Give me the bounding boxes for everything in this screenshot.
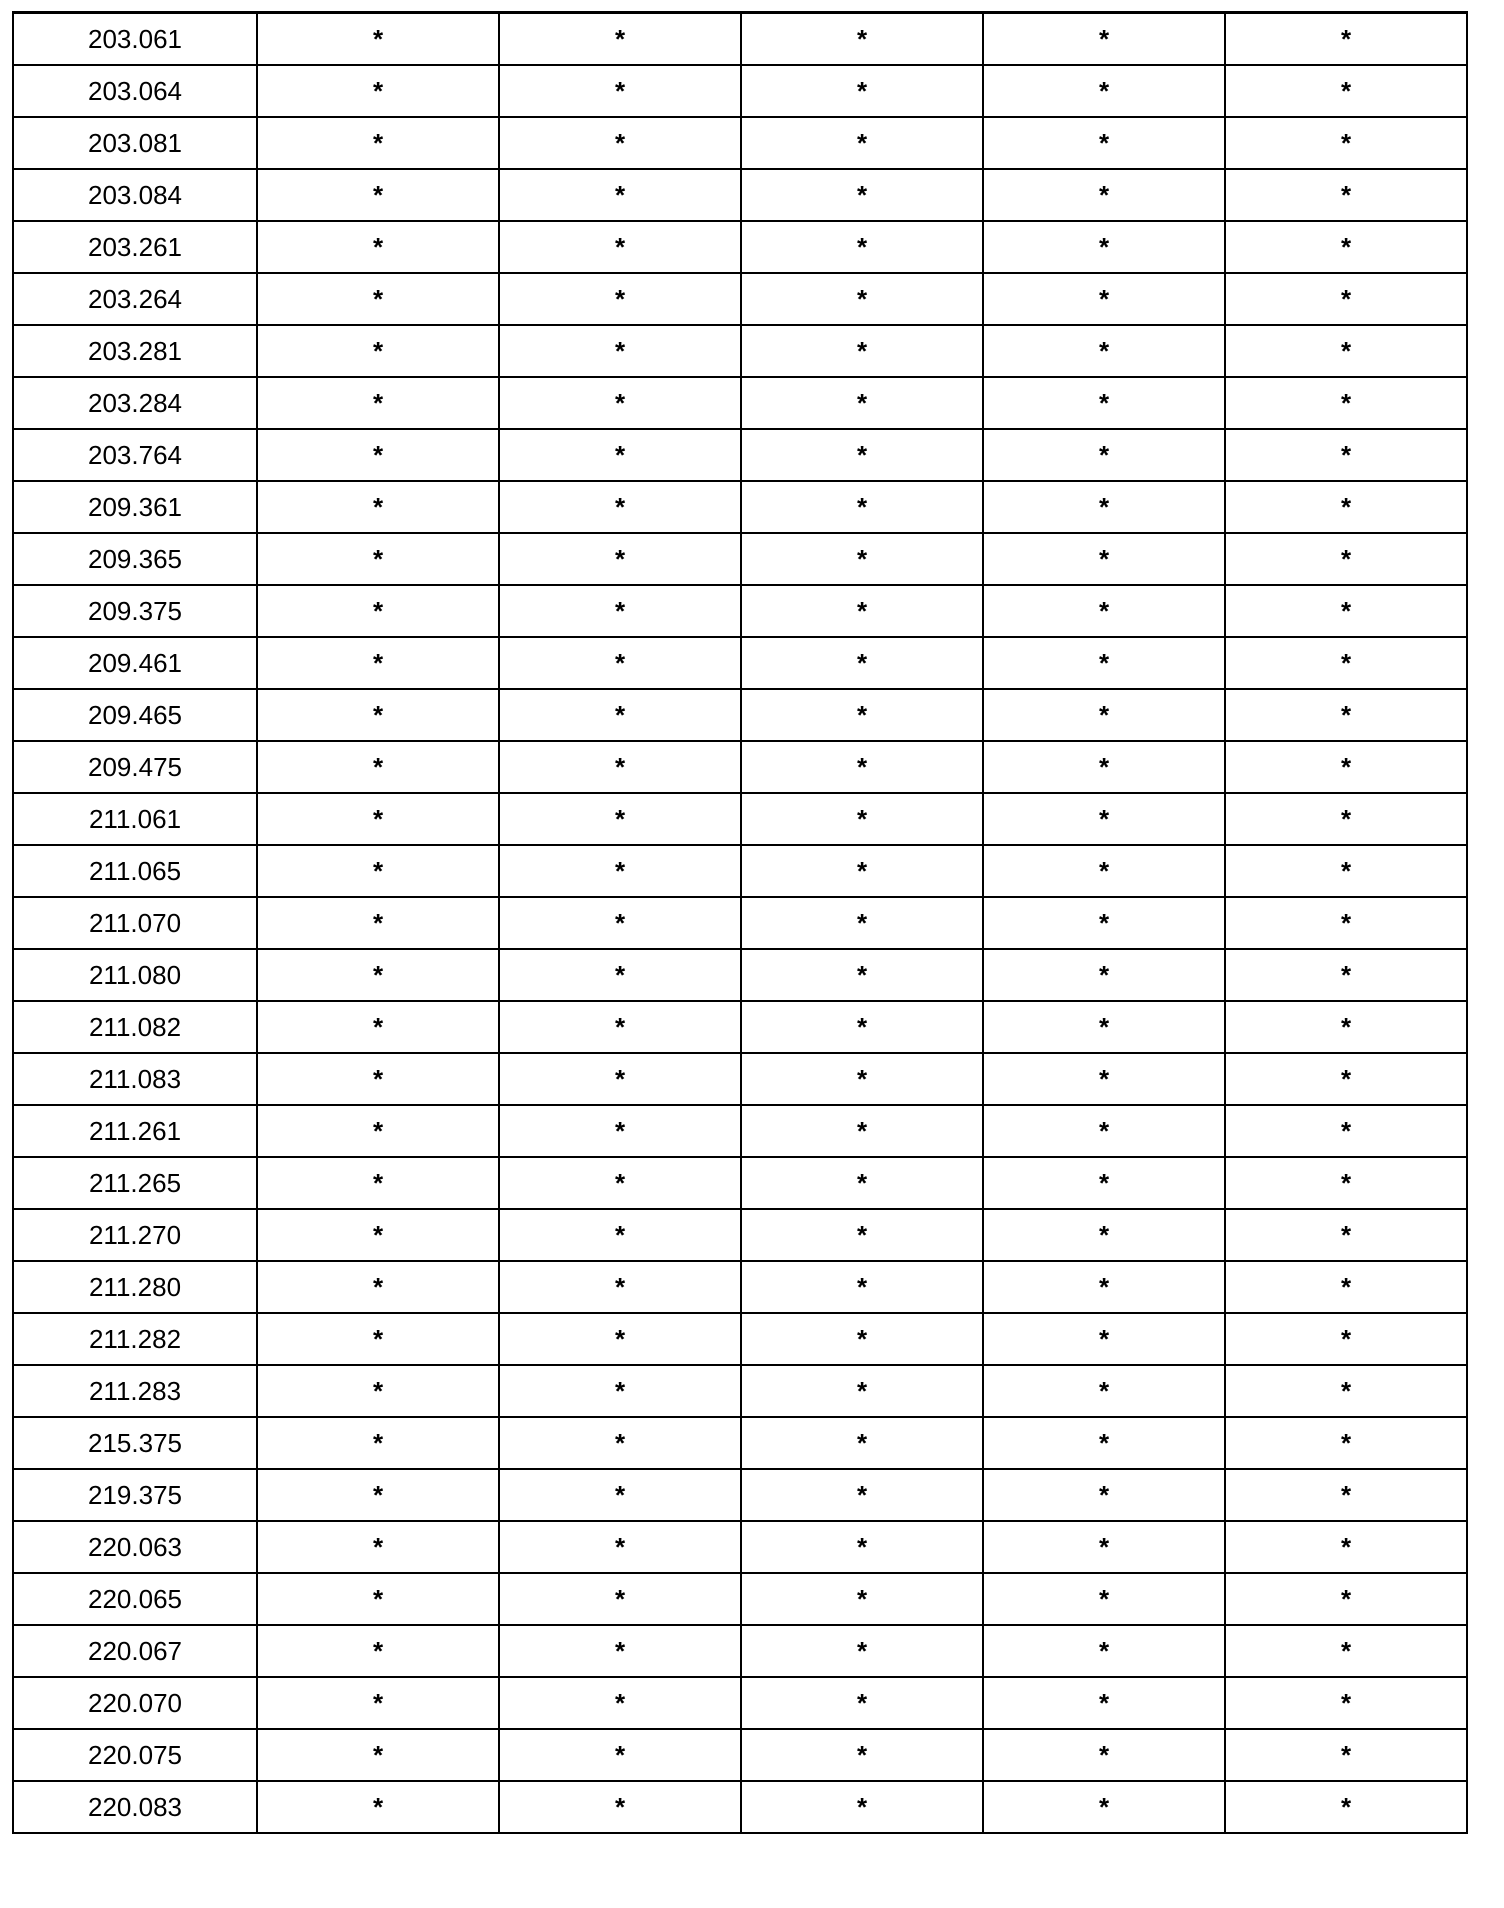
asterisk-cell: * (1225, 1157, 1467, 1209)
asterisk-cell: * (499, 793, 741, 845)
asterisk-cell: * (1225, 13, 1467, 66)
asterisk-cell: * (983, 221, 1225, 273)
asterisk-cell: * (499, 1261, 741, 1313)
row-id-cell: 203.284 (13, 377, 257, 429)
asterisk-cell: * (741, 377, 983, 429)
asterisk-cell: * (1225, 1053, 1467, 1105)
asterisk-cell: * (499, 1209, 741, 1261)
asterisk-cell: * (499, 1625, 741, 1677)
asterisk-cell: * (741, 1261, 983, 1313)
asterisk-cell: * (983, 949, 1225, 1001)
asterisk-cell: * (1225, 1781, 1467, 1833)
table-row (13, 1105, 1467, 1157)
asterisk-cell: * (1225, 1365, 1467, 1417)
row-id-cell: 211.082 (13, 1001, 257, 1053)
asterisk-cell: * (1225, 481, 1467, 533)
asterisk-cell: * (983, 1469, 1225, 1521)
asterisk-cell: * (257, 325, 499, 377)
asterisk-cell: * (741, 1729, 983, 1781)
asterisk-cell: * (1225, 65, 1467, 117)
asterisk-cell: * (499, 1365, 741, 1417)
asterisk-cell: * (257, 1105, 499, 1157)
asterisk-cell: * (1225, 533, 1467, 585)
row-id-cell: 209.465 (13, 689, 257, 741)
data-table (12, 11, 1468, 1834)
row-id-cell: 220.075 (13, 1729, 257, 1781)
asterisk-cell: * (257, 1729, 499, 1781)
asterisk-cell: * (499, 1105, 741, 1157)
row-id-cell: 203.281 (13, 325, 257, 377)
asterisk-cell: * (1225, 1469, 1467, 1521)
asterisk-cell: * (257, 689, 499, 741)
asterisk-cell: * (257, 1313, 499, 1365)
asterisk-cell: * (499, 1573, 741, 1625)
table-row (13, 221, 1467, 273)
asterisk-cell: * (1225, 1001, 1467, 1053)
asterisk-cell: * (1225, 273, 1467, 325)
row-id-cell: 211.080 (13, 949, 257, 1001)
asterisk-cell: * (741, 1105, 983, 1157)
asterisk-cell: * (741, 1521, 983, 1573)
asterisk-cell: * (257, 533, 499, 585)
table-row (13, 1365, 1467, 1417)
asterisk-cell: * (499, 637, 741, 689)
asterisk-cell: * (499, 481, 741, 533)
asterisk-cell: * (983, 533, 1225, 585)
asterisk-cell: * (741, 117, 983, 169)
asterisk-cell: * (741, 1001, 983, 1053)
row-id-cell: 203.764 (13, 429, 257, 481)
table-body (13, 13, 1467, 1834)
asterisk-cell: * (741, 1573, 983, 1625)
table-row (13, 1313, 1467, 1365)
row-id-cell: 209.361 (13, 481, 257, 533)
table-row (13, 481, 1467, 533)
row-id-cell: 211.065 (13, 845, 257, 897)
asterisk-cell: * (257, 897, 499, 949)
asterisk-cell: * (257, 1261, 499, 1313)
row-id-cell: 211.283 (13, 1365, 257, 1417)
asterisk-cell: * (499, 1053, 741, 1105)
asterisk-cell: * (741, 1053, 983, 1105)
row-id-cell: 203.264 (13, 273, 257, 325)
asterisk-cell: * (983, 741, 1225, 793)
asterisk-cell: * (257, 1157, 499, 1209)
asterisk-cell: * (741, 1677, 983, 1729)
asterisk-cell: * (1225, 1313, 1467, 1365)
asterisk-cell: * (499, 1469, 741, 1521)
table-row (13, 1729, 1467, 1781)
table-row (13, 689, 1467, 741)
row-id-cell: 209.461 (13, 637, 257, 689)
asterisk-cell: * (257, 845, 499, 897)
asterisk-cell: * (1225, 1209, 1467, 1261)
row-id-cell: 220.063 (13, 1521, 257, 1573)
table-row (13, 1261, 1467, 1313)
asterisk-cell: * (257, 1573, 499, 1625)
asterisk-cell: * (983, 325, 1225, 377)
table-row (13, 793, 1467, 845)
table-row (13, 1469, 1467, 1521)
table-row (13, 1781, 1467, 1833)
asterisk-cell: * (1225, 1417, 1467, 1469)
asterisk-cell: * (1225, 1521, 1467, 1573)
row-id-cell: 211.070 (13, 897, 257, 949)
asterisk-cell: * (1225, 117, 1467, 169)
asterisk-cell: * (499, 1729, 741, 1781)
table-row (13, 325, 1467, 377)
asterisk-cell: * (741, 1209, 983, 1261)
row-id-cell: 203.064 (13, 65, 257, 117)
row-id-cell: 211.083 (13, 1053, 257, 1105)
asterisk-cell: * (983, 1521, 1225, 1573)
asterisk-cell: * (983, 1053, 1225, 1105)
asterisk-cell: * (741, 429, 983, 481)
asterisk-cell: * (1225, 1625, 1467, 1677)
asterisk-cell: * (257, 1469, 499, 1521)
asterisk-cell: * (983, 1105, 1225, 1157)
table-row (13, 1157, 1467, 1209)
asterisk-cell: * (1225, 1729, 1467, 1781)
row-id-cell: 209.375 (13, 585, 257, 637)
table-row (13, 1053, 1467, 1105)
asterisk-cell: * (741, 1365, 983, 1417)
asterisk-cell: * (983, 117, 1225, 169)
data-table-container (12, 11, 1466, 1834)
row-id-cell: 211.261 (13, 1105, 257, 1157)
asterisk-cell: * (257, 637, 499, 689)
table-row (13, 1625, 1467, 1677)
table-row (13, 13, 1467, 66)
asterisk-cell: * (1225, 689, 1467, 741)
table-row (13, 897, 1467, 949)
row-id-cell: 203.061 (13, 13, 257, 66)
asterisk-cell: * (499, 585, 741, 637)
table-row (13, 949, 1467, 1001)
asterisk-cell: * (983, 1365, 1225, 1417)
asterisk-cell: * (257, 741, 499, 793)
asterisk-cell: * (741, 221, 983, 273)
asterisk-cell: * (1225, 325, 1467, 377)
asterisk-cell: * (741, 273, 983, 325)
asterisk-cell: * (983, 377, 1225, 429)
asterisk-cell: * (741, 793, 983, 845)
asterisk-cell: * (1225, 1261, 1467, 1313)
asterisk-cell: * (257, 65, 499, 117)
asterisk-cell: * (499, 325, 741, 377)
asterisk-cell: * (741, 1313, 983, 1365)
asterisk-cell: * (1225, 897, 1467, 949)
asterisk-cell: * (499, 1677, 741, 1729)
table-row (13, 273, 1467, 325)
asterisk-cell: * (257, 1625, 499, 1677)
asterisk-cell: * (1225, 741, 1467, 793)
row-id-cell: 211.280 (13, 1261, 257, 1313)
row-id-cell: 203.261 (13, 221, 257, 273)
asterisk-cell: * (983, 1157, 1225, 1209)
asterisk-cell: * (1225, 1573, 1467, 1625)
table-row (13, 429, 1467, 481)
asterisk-cell: * (983, 1573, 1225, 1625)
asterisk-cell: * (257, 273, 499, 325)
table-row (13, 1677, 1467, 1729)
asterisk-cell: * (499, 1521, 741, 1573)
asterisk-cell: * (499, 169, 741, 221)
table-row (13, 1417, 1467, 1469)
asterisk-cell: * (983, 65, 1225, 117)
asterisk-cell: * (257, 1417, 499, 1469)
asterisk-cell: * (741, 65, 983, 117)
asterisk-cell: * (983, 1313, 1225, 1365)
asterisk-cell: * (257, 1677, 499, 1729)
asterisk-cell: * (499, 741, 741, 793)
row-id-cell: 220.083 (13, 1781, 257, 1833)
table-row (13, 1573, 1467, 1625)
asterisk-cell: * (1225, 949, 1467, 1001)
row-id-cell: 220.065 (13, 1573, 257, 1625)
table-row (13, 741, 1467, 793)
asterisk-cell: * (257, 169, 499, 221)
table-row (13, 637, 1467, 689)
row-id-cell: 203.081 (13, 117, 257, 169)
asterisk-cell: * (741, 585, 983, 637)
row-id-cell: 203.084 (13, 169, 257, 221)
asterisk-cell: * (741, 1625, 983, 1677)
asterisk-cell: * (257, 1781, 499, 1833)
asterisk-cell: * (741, 689, 983, 741)
asterisk-cell: * (741, 533, 983, 585)
asterisk-cell: * (499, 949, 741, 1001)
table-row (13, 65, 1467, 117)
asterisk-cell: * (257, 377, 499, 429)
asterisk-cell: * (257, 1209, 499, 1261)
asterisk-cell: * (1225, 585, 1467, 637)
asterisk-cell: * (741, 1469, 983, 1521)
asterisk-cell: * (983, 169, 1225, 221)
asterisk-cell: * (983, 1677, 1225, 1729)
asterisk-cell: * (499, 429, 741, 481)
asterisk-cell: * (983, 1261, 1225, 1313)
asterisk-cell: * (499, 221, 741, 273)
asterisk-cell: * (983, 1729, 1225, 1781)
asterisk-cell: * (499, 1157, 741, 1209)
row-id-cell: 209.365 (13, 533, 257, 585)
asterisk-cell: * (741, 741, 983, 793)
table-row (13, 1001, 1467, 1053)
asterisk-cell: * (257, 585, 499, 637)
row-id-cell: 220.067 (13, 1625, 257, 1677)
asterisk-cell: * (499, 1313, 741, 1365)
asterisk-cell: * (983, 1781, 1225, 1833)
asterisk-cell: * (983, 1001, 1225, 1053)
asterisk-cell: * (499, 273, 741, 325)
asterisk-cell: * (499, 1417, 741, 1469)
table-row (13, 533, 1467, 585)
asterisk-cell: * (1225, 637, 1467, 689)
table-row (13, 845, 1467, 897)
asterisk-cell: * (257, 1521, 499, 1573)
asterisk-cell: * (741, 481, 983, 533)
asterisk-cell: * (499, 117, 741, 169)
asterisk-cell: * (741, 1157, 983, 1209)
asterisk-cell: * (257, 1053, 499, 1105)
asterisk-cell: * (257, 221, 499, 273)
asterisk-cell: * (983, 429, 1225, 481)
asterisk-cell: * (1225, 1677, 1467, 1729)
asterisk-cell: * (741, 1417, 983, 1469)
asterisk-cell: * (983, 585, 1225, 637)
asterisk-cell: * (983, 1417, 1225, 1469)
asterisk-cell: * (499, 897, 741, 949)
asterisk-cell: * (257, 1365, 499, 1417)
asterisk-cell: * (257, 793, 499, 845)
asterisk-cell: * (1225, 221, 1467, 273)
asterisk-cell: * (257, 117, 499, 169)
asterisk-cell: * (741, 897, 983, 949)
asterisk-cell: * (257, 429, 499, 481)
asterisk-cell: * (1225, 845, 1467, 897)
asterisk-cell: * (257, 481, 499, 533)
row-id-cell: 209.475 (13, 741, 257, 793)
asterisk-cell: * (1225, 793, 1467, 845)
asterisk-cell: * (1225, 377, 1467, 429)
asterisk-cell: * (257, 949, 499, 1001)
asterisk-cell: * (499, 1781, 741, 1833)
asterisk-cell: * (983, 481, 1225, 533)
row-id-cell: 215.375 (13, 1417, 257, 1469)
asterisk-cell: * (983, 1625, 1225, 1677)
asterisk-cell: * (741, 169, 983, 221)
table-row (13, 169, 1467, 221)
asterisk-cell: * (257, 1001, 499, 1053)
row-id-cell: 211.270 (13, 1209, 257, 1261)
asterisk-cell: * (499, 689, 741, 741)
asterisk-cell: * (257, 13, 499, 66)
table-row (13, 585, 1467, 637)
row-id-cell: 211.061 (13, 793, 257, 845)
row-id-cell: 211.282 (13, 1313, 257, 1365)
asterisk-cell: * (741, 845, 983, 897)
row-id-cell: 220.070 (13, 1677, 257, 1729)
table-row (13, 1521, 1467, 1573)
asterisk-cell: * (741, 325, 983, 377)
row-id-cell: 219.375 (13, 1469, 257, 1521)
asterisk-cell: * (983, 689, 1225, 741)
asterisk-cell: * (741, 949, 983, 1001)
asterisk-cell: * (983, 793, 1225, 845)
table-row (13, 1209, 1467, 1261)
asterisk-cell: * (983, 637, 1225, 689)
asterisk-cell: * (741, 1781, 983, 1833)
asterisk-cell: * (499, 65, 741, 117)
asterisk-cell: * (983, 1209, 1225, 1261)
asterisk-cell: * (1225, 169, 1467, 221)
asterisk-cell: * (983, 845, 1225, 897)
asterisk-cell: * (741, 13, 983, 66)
asterisk-cell: * (983, 273, 1225, 325)
asterisk-cell: * (983, 13, 1225, 66)
asterisk-cell: * (499, 533, 741, 585)
asterisk-cell: * (983, 897, 1225, 949)
asterisk-cell: * (741, 637, 983, 689)
asterisk-cell: * (1225, 1105, 1467, 1157)
asterisk-cell: * (499, 377, 741, 429)
asterisk-cell: * (499, 845, 741, 897)
asterisk-cell: * (499, 1001, 741, 1053)
asterisk-cell: * (499, 13, 741, 66)
table-row (13, 377, 1467, 429)
row-id-cell: 211.265 (13, 1157, 257, 1209)
asterisk-cell: * (1225, 429, 1467, 481)
table-row (13, 117, 1467, 169)
